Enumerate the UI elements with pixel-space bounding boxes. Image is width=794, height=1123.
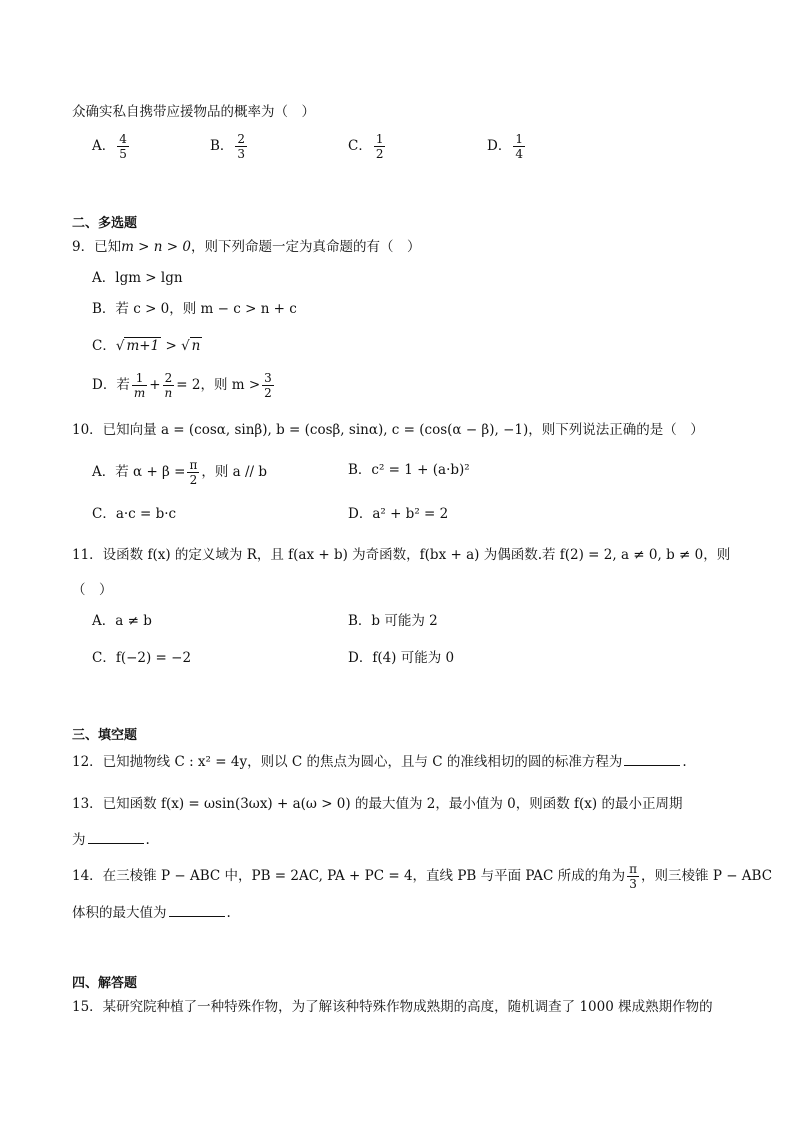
q10-stem: 10．已知向量 a = (cosα, sinβ), b = (cosβ, sinα), c = (cos(α − β), −1)，则下列说法正确的是（ ） — [72, 422, 704, 438]
fraction: $\frac{1}{2}$ — [375, 132, 384, 161]
section-heading-solutions: 四、解答题 — [72, 976, 138, 991]
q9-option-c[interactable]: C．√ m+1 > √ n — [92, 338, 201, 354]
option-label: D． — [487, 138, 512, 154]
fraction: $\frac{2}{n}$ — [164, 371, 173, 400]
q13-line2: 为 . — [72, 832, 150, 848]
q9-stem: 9．已知m > n > 0，则下列命题一定为真命题的有（ ） — [72, 239, 421, 255]
q14-line2: 体积的最大值为 . — [72, 905, 231, 921]
q8-option-b[interactable] — [210, 132, 249, 161]
fraction: $\frac{1}{4}$ — [515, 132, 523, 161]
fraction: $\frac{4}{5}$ — [119, 132, 127, 161]
q9-option-a[interactable]: A．lgm > lgn — [92, 270, 183, 286]
section-heading-fill-in: 三、填空题 — [72, 728, 138, 743]
q11-stem: 11．设函数 f(x) 的定义域为 R，且 f(ax + b) 为奇函数，f(bx + a) 为偶函数.若 f(2) = 2, a ≠ 0, b ≠ 0，则 — [72, 547, 731, 563]
q10-option-d[interactable]: D．a² + b² = 2 — [348, 506, 449, 522]
q11-option-b[interactable]: B．b 可能为 2 — [348, 613, 438, 629]
option-label: C． — [348, 138, 372, 154]
q10-option-c[interactable]: C．a·c = b·c — [92, 506, 177, 522]
q15-stem: 15．某研究院种植了一种特殊作物，为了解该种特殊作物成熟期的高度，随机调查了 1000 棵成熟期作物的 — [72, 999, 713, 1015]
section-heading-multiple-choice: 二、多选题 — [72, 216, 138, 231]
answer-blank[interactable] — [169, 904, 225, 917]
q11-stem-bracket: （ ） — [72, 582, 113, 598]
q12: 12．已知抛物线 C : x² = 4y，则以 C 的焦点为圆心，且与 C 的准线相切的圆的标准方程为 . — [72, 754, 687, 770]
q8-option-a[interactable] — [92, 132, 131, 161]
q11-option-d[interactable]: D．f(4) 可能为 0 — [348, 650, 455, 666]
q9-option-b[interactable]: B．若 c > 0，则 m − c > n + c — [92, 301, 297, 317]
fraction: $\frac{2}{3}$ — [237, 132, 246, 161]
fraction: $\frac{1}{m}$ — [133, 371, 146, 400]
fraction: $\frac{\pi}{3}$ — [629, 862, 638, 891]
option-label: B． — [210, 138, 234, 154]
answer-blank[interactable] — [88, 831, 144, 844]
q14-line1: 14．在三棱锥 P − ABC 中，PB = 2AC, PA + PC = 4，直线 PB 与平面 PAC 所成的角为 $\frac{\pi}{3}$ ，则三棱锥 P − ABC — [72, 862, 773, 891]
answer-blank[interactable] — [624, 753, 680, 766]
fraction: $\frac{\pi}{2}$ — [189, 458, 198, 487]
q8-option-c[interactable] — [348, 132, 387, 161]
option-label: A． — [92, 138, 116, 154]
fraction: $\frac{3}{2}$ — [264, 371, 272, 400]
q9-option-d[interactable]: D．若 $\frac{1}{m}$ + $\frac{2}{n}$ = 2，则 m > $\frac{3}{2}$ — [92, 371, 272, 400]
q8-stem-tail: 众确实私自携带应援物品的概率为（ ） — [72, 104, 315, 120]
q10-option-b[interactable]: B．c² = 1 + (a·b)² — [348, 462, 470, 478]
q10-option-a[interactable]: A．若 α + β = $\frac{\pi}{2}$ ，则 a // b — [92, 458, 268, 487]
q13-line1: 13．已知函数 f(x) = ωsin(3ωx) + a(ω > 0) 的最大值为 2，最小值为 0，则函数 f(x) 的最小正周期 — [72, 796, 683, 812]
q8-option-d[interactable] — [487, 132, 527, 161]
q11-option-c[interactable]: C．f(−2) = −2 — [92, 650, 192, 666]
q11-option-a[interactable]: A．a ≠ b — [92, 613, 152, 629]
